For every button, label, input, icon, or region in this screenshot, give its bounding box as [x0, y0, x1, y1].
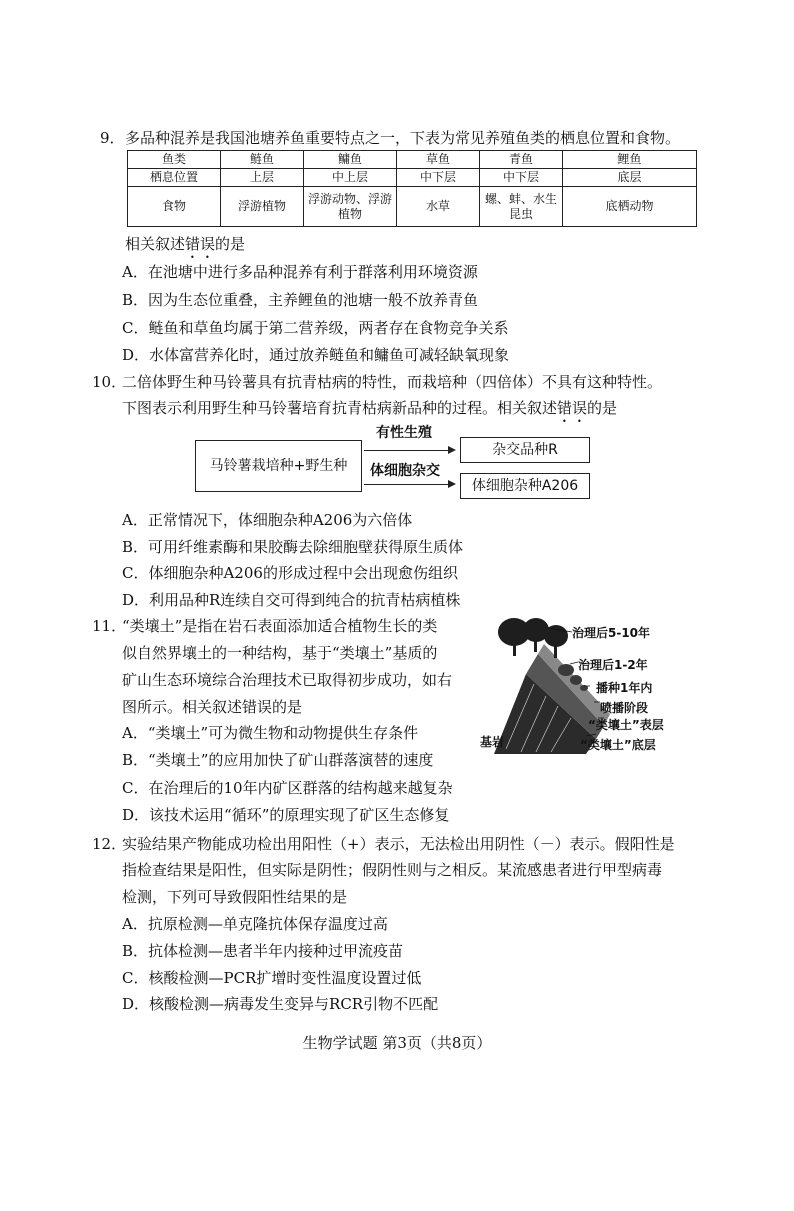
q10-stem-suffix: 的是 [587, 399, 618, 417]
tree-icon [498, 618, 568, 658]
fish-table [127, 150, 697, 227]
table-row [128, 151, 697, 169]
q10-option-d: D．利用品种R连续自交可得到纯合的抗青枯病植株 [122, 591, 461, 609]
figure-label-1-2yr: 治理后1-2年 [578, 658, 648, 672]
q10-number: 10． [92, 373, 127, 391]
table-cell: 水草 [397, 187, 480, 227]
table-cell: 鱼类 [128, 151, 221, 169]
q9-option-b: B．因为生态位重叠，主养鲤鱼的池塘一般不放养青鱼 [122, 291, 479, 309]
diagram-arrow1 [364, 450, 454, 451]
q11-stem-line3: 矿山生态环境综合治理技术已取得初步成功，如右 [122, 671, 453, 689]
q12-number: 12． [92, 835, 127, 853]
table-cell: 中下层 [480, 169, 563, 187]
q11-stem-line4: 图所示。相关叙述错误的是 [122, 698, 303, 716]
page-footer: 生物学试题 第3页（共8页） [302, 1034, 492, 1052]
q9-option-d: D．水体富营养化时，通过放养鲢鱼和鳙鱼可减轻缺氧现象 [122, 346, 510, 364]
q12-option-c: C．核酸检测—PCR扩增时变性温度设置过低 [122, 969, 422, 987]
table-cell: 鳙鱼 [304, 151, 397, 169]
table-cell: 食物 [128, 187, 221, 227]
diagram-arrow2 [364, 484, 454, 485]
q9-prompt-prefix: 相关叙述 [125, 235, 186, 253]
diagram-target1-box: 杂交品种R [460, 437, 590, 463]
q11-number: 11． [92, 617, 127, 635]
table-cell: 浮游动物、浮游植物 [304, 187, 397, 227]
table-cell: 青鱼 [480, 151, 563, 169]
diagram-arrow2-label: 体细胞杂交 [370, 463, 440, 479]
q12-stem-line1: 实验结果产物能成功检出用阳性（+）表示，无法检出用阴性（－）表示。假阳性是 [122, 835, 675, 853]
table-cell: 中上层 [304, 169, 397, 187]
table-cell: 中下层 [397, 169, 480, 187]
q10-stem-emph: 错误 [557, 399, 588, 417]
q12-option-a: A．抗原检测—单克隆抗体保存温度过高 [122, 915, 388, 933]
q11-stem-line2: 似自然界壤土的一种结构，基于“类壤土”基质的 [122, 644, 438, 662]
table-cell: 栖息位置 [128, 169, 221, 187]
table-cell: 鲤鱼 [563, 151, 697, 169]
table-row [128, 169, 697, 187]
diagram-source-box: 马铃薯栽培种+野生种 [195, 440, 362, 492]
table-cell: 底栖动物 [563, 187, 697, 227]
q10-stem-line2 [122, 398, 617, 426]
table-row [128, 187, 697, 227]
q9-option-c: C．鲢鱼和草鱼均属于第二营养级，两者存在食物竞争关系 [122, 319, 509, 337]
q10-option-b: B．可用纤维素酶和果胶酶去除细胞壁获得原生质体 [122, 538, 464, 556]
q10-option-a: A．正常情况下，体细胞杂种A206为六倍体 [122, 511, 413, 529]
table-cell: 草鱼 [397, 151, 480, 169]
figure-label-top-layer: “类壤土”表层 [588, 718, 664, 732]
q10-option-c: C．体细胞杂种A206的形成过程中会出现愈伤组织 [122, 564, 458, 582]
diagram-arrow1-label: 有性生殖 [376, 425, 432, 441]
table-cell: 浮游植物 [221, 187, 304, 227]
q9-prompt [125, 234, 245, 262]
q12-stem-line2: 指检查结果是阳性，但实际是阴性；假阴性则与之相反。某流感患者进行甲型病毒 [122, 861, 663, 879]
table-cell: 螺、蚌、水生昆虫 [480, 187, 563, 227]
figure-label-bedrock: 基岩 [480, 735, 505, 749]
q9-number: 9． [100, 129, 125, 147]
q10-stem-prefix: 下图表示利用野生种马铃薯培育抗青枯病新品种的过程。相关叙述 [122, 399, 558, 417]
q9-prompt-suffix: 的是 [215, 235, 246, 253]
q11-option-b: B．“类壤土”的应用加快了矿山群落演替的速度 [122, 751, 434, 769]
figure-label-sowing: 播种1年内 [596, 681, 653, 695]
q11-stem-line1: “类壤土”是指在岩石表面添加适合植物生长的类 [122, 617, 438, 635]
q10-stem-line1: 二倍体野生种马铃薯具有抗青枯病的特性，而栽培种（四倍体）不具有这种特性。 [122, 373, 663, 391]
table-cell: 底层 [563, 169, 697, 187]
q9-option-a: A．在池塘中进行多品种混养有利于群落利用环境资源 [122, 263, 478, 281]
q9-prompt-emph: 错误 [185, 235, 216, 253]
q12-option-b: B．抗体检测—患者半年内接种过甲流疫苗 [122, 942, 404, 960]
table-cell: 鲢鱼 [221, 151, 304, 169]
q11-option-c: C．在治理后的10年内矿区群落的结构越来越复杂 [122, 779, 453, 797]
table-cell: 上层 [221, 169, 304, 187]
q11-option-a: A．“类壤土”可为微生物和动物提供生存条件 [122, 724, 419, 742]
figure-label-bottom-layer: “类壤土”底层 [580, 738, 656, 752]
q12-option-d: D．核酸检测—病毒发生变异与RCR引物不匹配 [122, 995, 439, 1013]
diagram-target2-box: 体细胞杂种A206 [460, 473, 590, 499]
figure-label-5-10yr: 治理后5-10年 [572, 626, 651, 640]
q9-stem: 多品种混养是我国池塘养鱼重要特点之一，下表为常见养殖鱼类的栖息位置和食物。 [125, 129, 681, 147]
q11-option-d: D．该技术运用“循环”的原理实现了矿区生态修复 [122, 806, 450, 824]
q12-stem-line3: 检测，下列可导致假阳性结果的是 [122, 888, 348, 906]
figure-label-spraying: 喷播阶段 [600, 701, 649, 715]
